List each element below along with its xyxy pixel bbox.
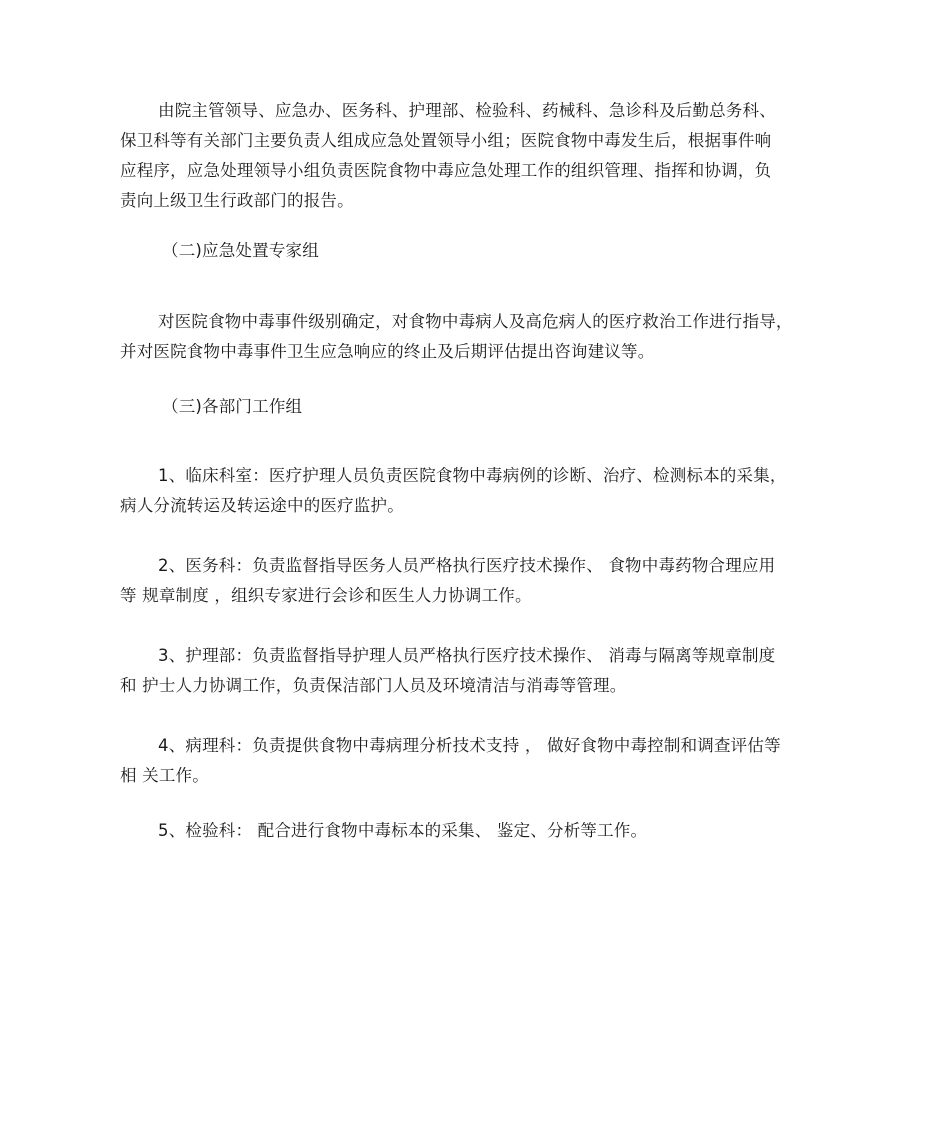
text-line: 保卫科等有关部门主要负责人组成应急处置领导小组；医院食物中毒发生后，根据事件响 [120, 131, 772, 150]
list-item-laboratory [120, 816, 832, 846]
text-line: 责向上级卫生行政部门的报告。 [120, 191, 354, 210]
text-line: 2、医务科：负责监督指导医务人员严格执行医疗技术操作、 食物中毒药物合理应用 [158, 556, 776, 575]
text-line: 等 规章制度 ，组织专家进行会诊和医生人力协调工作。 [120, 586, 532, 605]
text-line: 4、病理科：负责提供食物中毒病理分析技术支持 ， 做好食物中毒控制和调查评估等 [158, 736, 781, 755]
section-heading-expert-group: （二)应急处置专家组 [162, 241, 319, 260]
text-line: 1、临床科室：医疗护理人员负责医院食物中毒病例的诊断、治疗、检测标本的采集， [158, 466, 787, 485]
text-line: 对医院食物中毒事件级别确定，对食物中毒病人及高危病人的医疗救治工作进行指导， [158, 312, 793, 331]
text-line: 并对医院食物中毒事件卫生应急响应的终止及后期评估提出咨询建议等。 [120, 342, 655, 361]
text-line: 5、检验科： 配合进行食物中毒标本的采集、 鉴定、分析等工作。 [158, 821, 648, 840]
paragraph-leadership-group [120, 96, 832, 216]
text-line: 应程序，应急处理领导小组负责医院食物中毒应急处理工作的组织管理、指挥和协调，负 [120, 161, 772, 180]
section-heading-department-groups: （三)各部门工作组 [162, 397, 303, 416]
list-item-nursing [120, 641, 832, 701]
text-line: 病人分流转运及转运途中的医疗监护。 [120, 496, 404, 515]
text-line: 3、护理部：负责监督指导护理人员严格执行医疗技术操作、 消毒与隔离等规章制度 [158, 646, 776, 665]
list-item-medical-affairs [120, 551, 832, 611]
text-line: 和 护士人力协调工作，负责保洁部门人员及环境清洁与消毒等管理。 [120, 676, 627, 695]
text-line: 由院主管领导、应急办、医务科、护理部、检验科、药械科、急诊科及后勤总务科、 [158, 101, 776, 120]
text-line: 相 关工作。 [120, 766, 209, 785]
list-item-pathology [120, 731, 832, 791]
list-item-clinical [120, 461, 832, 521]
paragraph-expert-group [120, 307, 832, 367]
